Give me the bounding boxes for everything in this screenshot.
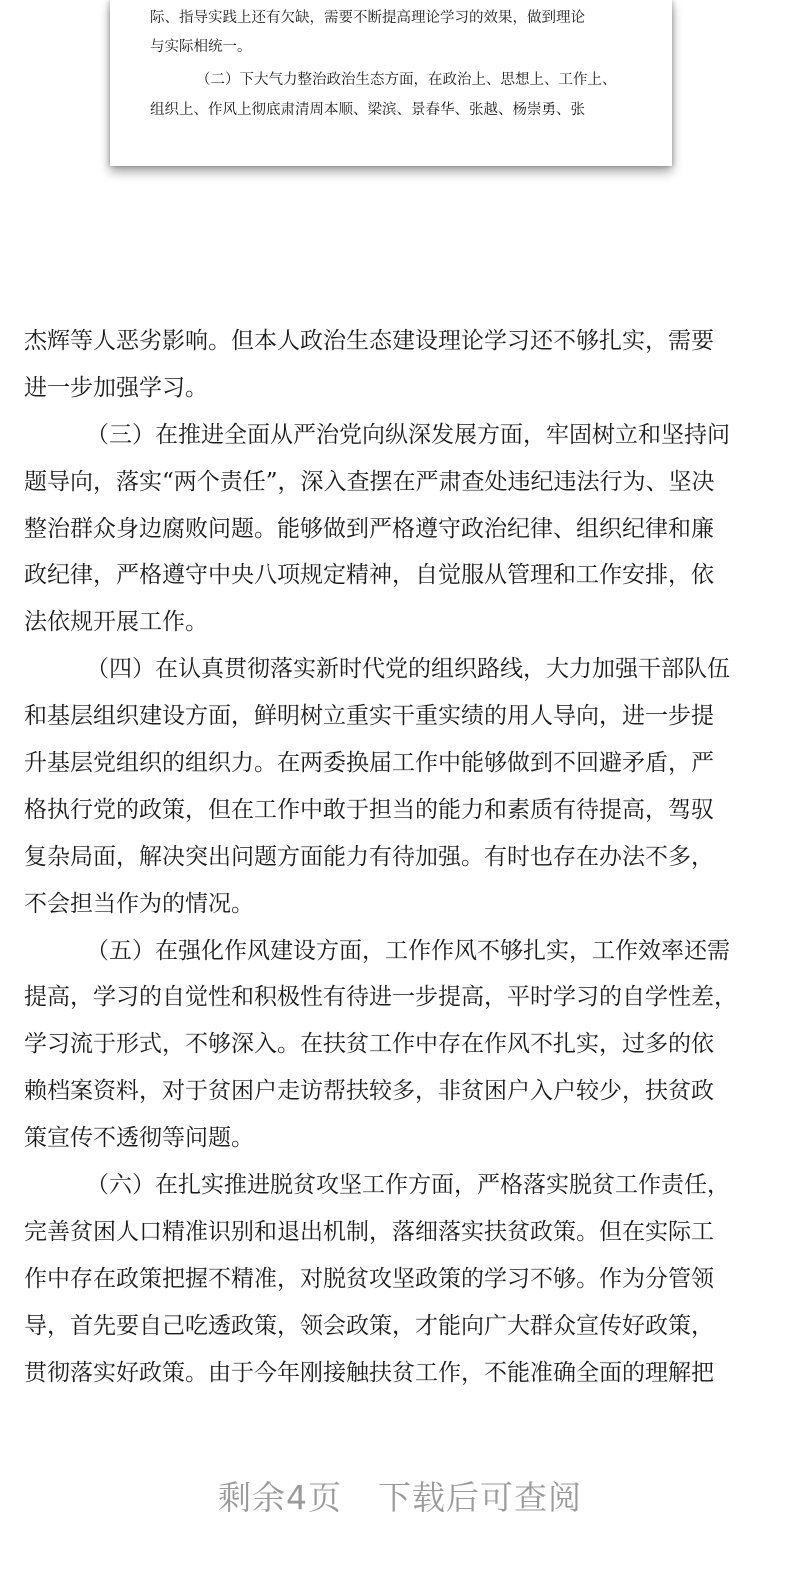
download-prompt[interactable] <box>0 1472 800 1519</box>
preview-line: 与实际相统一。 <box>150 39 252 55</box>
body-line: 贯彻落实好政策。由于今年刚接触扶贫工作，不能准确全面的理解把 <box>24 1359 714 1386</box>
body-line: 不会担当作为的情况。 <box>24 890 254 917</box>
body-line: （五）在强化作风建设方面，工作作风不够扎实，工作效率还需 <box>86 937 730 964</box>
preview-line: （二）下大气力整治政治生态方面，在政治上、思想上、工作上、 <box>196 72 617 88</box>
download-to-view-text: 下载后可查阅 <box>378 1478 582 1517</box>
body-line: 学习流于形式，不够深入。在扶贫工作中存在作风不扎实，过多的依 <box>24 1031 714 1058</box>
body-line: 策宣传不透彻等问题。 <box>24 1125 254 1152</box>
body-line: 格执行党的政策，但在工作中敢于担当的能力和素质有待提高，驾驭 <box>24 796 714 823</box>
body-line: 复杂局面，解决突出问题方面能力有待加强。有时也存在办法不多， <box>24 843 714 870</box>
body-line: 政纪律，严格遵守中央八项规定精神，自觉服从管理和工作安排，依 <box>24 562 714 589</box>
body-line: 导，首先要自己吃透政策，领会政策，才能向广大群众宣传好政策， <box>24 1312 714 1339</box>
preview-line: 组织上、作风上彻底肃清周本顺、梁滨、景春华、张越、杨崇勇、张 <box>150 102 585 118</box>
body-line: （六）在扎实推进脱贫攻坚工作方面，严格落实脱贫工作责任， <box>86 1172 730 1199</box>
preview-line: 际、指导实践上还有欠缺，需要不断提高理论学习的效果，做到理论 <box>150 10 585 26</box>
body-line: 进一步加强学习。 <box>24 374 208 401</box>
preview-page-card <box>110 0 672 166</box>
body-line: 法依规开展工作。 <box>24 609 208 636</box>
body-line: 和基层组织建设方面，鲜明树立重实干重实绩的用人导向，进一步提 <box>24 703 714 730</box>
body-line: 杰辉等人恶劣影响。但本人政治生态建设理论学习还不够扎实，需要 <box>24 328 714 354</box>
body-line: 提高，学习的自觉性和积极性有待进一步提高，平时学习的自学性差， <box>24 984 737 1011</box>
body-line: （三）在推进全面从严治党向纵深发展方面，牢固树立和坚持问 <box>86 421 730 448</box>
body-line: 整治群众身边腐败问题。能够做到严格遵守政治纪律、组织纪律和廉 <box>24 515 714 542</box>
body-line: 作中存在政策把握不精准，对脱贫攻坚政策的学习不够。作为分管领 <box>24 1265 714 1292</box>
body-line: 赖档案资料，对于贫困户走访帮扶较多，非贫困户入户较少，扶贫政 <box>24 1078 714 1105</box>
remaining-pages-text: 剩余4页 <box>218 1478 342 1517</box>
body-line: 完善贫困人口精准识别和退出机制，落细落实扶贫政策。但在实际工 <box>24 1218 714 1245</box>
document-body <box>24 318 776 1396</box>
body-line: 升基层党组织的组织力。在两委换届工作中能够做到不回避矛盾，严 <box>24 750 714 777</box>
body-line: 题导向，落实“两个责任”，深入查摆在严肃查处违纪违法行为、坚决 <box>24 468 715 495</box>
body-line: （四）在认真贯彻落实新时代党的组织路线，大力加强干部队伍 <box>86 656 730 683</box>
